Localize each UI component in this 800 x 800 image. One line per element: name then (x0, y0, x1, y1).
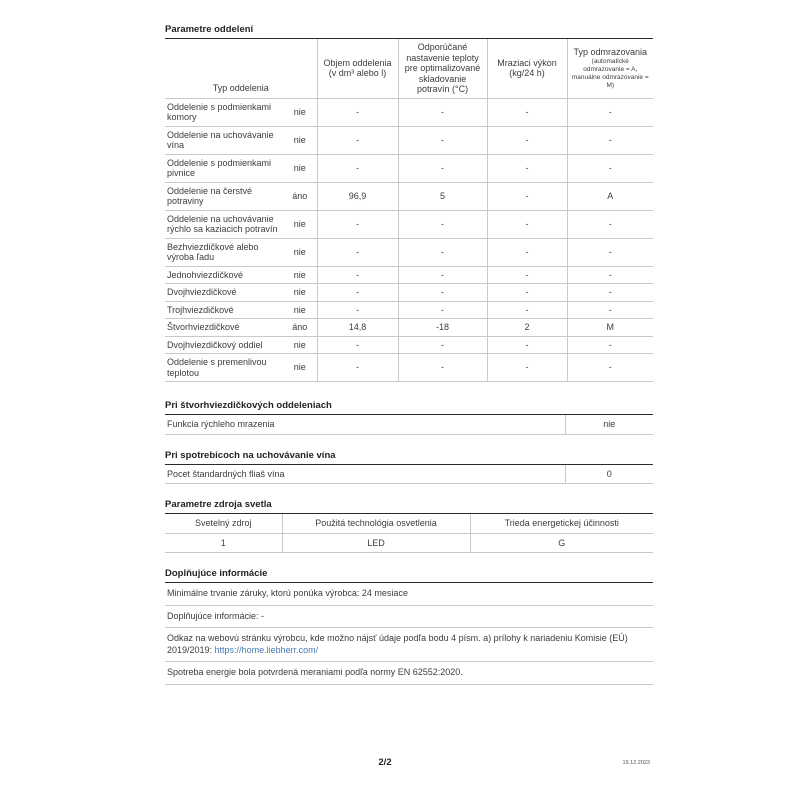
row-label: Oddelenie s podmienkami pivnice (165, 154, 283, 182)
manufacturer-website-link[interactable]: https://home.liebherr.com/ (214, 644, 319, 655)
table-row (165, 182, 653, 210)
row-temp: - (398, 266, 487, 284)
wine-bottles-value: 0 (565, 465, 653, 484)
row-present: nie (283, 354, 317, 382)
section-title-additional-info: Doplňujúce informácie (165, 568, 653, 583)
row-freeze: - (487, 182, 567, 210)
light-value-energy-class: G (470, 533, 653, 553)
row-label: Oddelenie s premenlivou teplotou (165, 354, 283, 382)
info-row-warranty: Minimálne trvanie záruky, ktorú ponúka výrobca: 24 mesiace (165, 583, 653, 606)
row-label: Trojhviezdičkové (165, 301, 283, 319)
light-header-energy-class: Trieda energetickej účinnosti (470, 514, 653, 533)
column-header-volume: Objem oddelenia (v dm³ alebo l) (317, 39, 398, 98)
light-source-header-row (165, 514, 653, 533)
defrost-header-note: (automatické odmrazovanie = A, manuálne odmrazovanie = M) (571, 58, 649, 89)
table-row (165, 210, 653, 238)
row-volume: - (317, 354, 398, 382)
defrost-header-main: Typ odmrazovania (573, 46, 648, 57)
row-temp: - (398, 336, 487, 354)
row-freeze: - (487, 266, 567, 284)
light-header-source: Svetelný zdroj (165, 514, 282, 533)
table-row (165, 238, 653, 266)
table-row (165, 154, 653, 182)
light-source-value-row (165, 533, 653, 553)
row-volume: - (317, 238, 398, 266)
row-present: nie (283, 336, 317, 354)
section-wine-storage (165, 450, 653, 485)
four-star-value: nie (565, 415, 653, 434)
row-defrost: - (567, 266, 653, 284)
light-value-technology: LED (282, 533, 470, 553)
row-present: nie (283, 154, 317, 182)
row-defrost: - (567, 98, 653, 126)
light-header-technology: Použitá technológia osvetlenia (282, 514, 470, 533)
row-volume: - (317, 126, 398, 154)
row-freeze: - (487, 154, 567, 182)
row-freeze: - (487, 98, 567, 126)
column-header-freezing: Mraziaci výkon (kg/24 h) (487, 39, 567, 98)
table-row (165, 284, 653, 302)
info-row-energy-norm: Spotreba energie bola potvrdená meraniami podľa normy EN 62552:2020. (165, 662, 653, 685)
column-header-temperature: Odporúčané nastavenie teploty pre optimalizované skladovanie potravín (°C) (398, 39, 487, 98)
row-present: nie (283, 284, 317, 302)
wine-bottles-label: Pocet štandardných fliaš vína (165, 465, 565, 484)
compartments-table (165, 39, 653, 382)
footer-date: 19.12.2023 (622, 760, 650, 766)
row-temp: - (398, 154, 487, 182)
four-star-label: Funkcia rýchleho mrazenia (165, 415, 565, 434)
row-freeze: - (487, 238, 567, 266)
row-present: nie (283, 210, 317, 238)
section-title-four-star: Pri štvorhviezdičkových oddeleniach (165, 400, 653, 415)
row-defrost: - (567, 284, 653, 302)
row-freeze: - (487, 301, 567, 319)
row-temp: - (398, 126, 487, 154)
row-temp: - (398, 284, 487, 302)
row-volume: - (317, 336, 398, 354)
row-freeze: - (487, 210, 567, 238)
row-temp: - (398, 98, 487, 126)
row-label: Oddelenie na uchovávanie vína (165, 126, 283, 154)
row-temp: - (398, 238, 487, 266)
row-present: áno (283, 319, 317, 337)
wine-storage-table (165, 465, 653, 485)
row-defrost: - (567, 210, 653, 238)
table-row (165, 354, 653, 382)
document-content (165, 24, 653, 685)
row-label: Oddelenie na uchovávanie rýchlo sa kaziacich potravín (165, 210, 283, 238)
row-label: Oddelenie na čerstvé potraviny (165, 182, 283, 210)
light-source-table (165, 514, 653, 553)
compartments-header-row (165, 39, 653, 98)
table-row (165, 266, 653, 284)
row-present: nie (283, 301, 317, 319)
section-title-light-source: Parametre zdroja svetla (165, 499, 653, 514)
row-present: áno (283, 182, 317, 210)
section-light-source (165, 499, 653, 553)
section-compartments (165, 24, 653, 382)
table-row (165, 415, 653, 434)
row-freeze: - (487, 336, 567, 354)
website-row-text: Odkaz na webovú stránku výrobcu, kde možno nájsť údaje podľa bodu 4 písm. a) prílohy k nariadeniu Komisie (EÚ) 2019/2019: (167, 633, 628, 655)
table-row (165, 336, 653, 354)
row-defrost: - (567, 301, 653, 319)
row-volume: - (317, 98, 398, 126)
page-number: 2/2 (378, 757, 392, 768)
row-defrost: M (567, 319, 653, 337)
row-freeze: 2 (487, 319, 567, 337)
row-volume: - (317, 266, 398, 284)
row-label: Oddelenie s podmienkami komory (165, 98, 283, 126)
row-volume: 14,8 (317, 319, 398, 337)
row-temp: - (398, 210, 487, 238)
section-four-star (165, 400, 653, 435)
row-defrost: - (567, 238, 653, 266)
table-row (165, 301, 653, 319)
four-star-table (165, 415, 653, 435)
row-label: Jednohviezdičkové (165, 266, 283, 284)
row-volume: 96,9 (317, 182, 398, 210)
section-title-compartments: Parametre oddelení (165, 24, 653, 39)
info-row-website (165, 628, 653, 662)
row-defrost: - (567, 154, 653, 182)
row-temp: - (398, 354, 487, 382)
row-defrost: A (567, 182, 653, 210)
row-defrost: - (567, 126, 653, 154)
section-title-wine-storage: Pri spotrebicoch na uchovávanie vína (165, 450, 653, 465)
light-value-source: 1 (165, 533, 282, 553)
row-present: nie (283, 98, 317, 126)
row-label: Dvojhviezdičkový oddiel (165, 336, 283, 354)
column-header-defrost (567, 39, 653, 98)
row-label: Bezhviezdičkové alebo výroba ľadu (165, 238, 283, 266)
row-volume: - (317, 210, 398, 238)
row-present: nie (283, 126, 317, 154)
row-freeze: - (487, 354, 567, 382)
row-defrost: - (567, 354, 653, 382)
table-row (165, 465, 653, 484)
row-temp: -18 (398, 319, 487, 337)
table-row (165, 98, 653, 126)
row-volume: - (317, 154, 398, 182)
row-volume: - (317, 301, 398, 319)
info-row-additional: Doplňujúce informácie: - (165, 606, 653, 629)
row-freeze: - (487, 126, 567, 154)
row-temp: 5 (398, 182, 487, 210)
table-row (165, 126, 653, 154)
row-present: nie (283, 238, 317, 266)
row-freeze: - (487, 284, 567, 302)
row-volume: - (317, 284, 398, 302)
section-additional-info (165, 568, 653, 685)
row-label: Štvorhviezdičkové (165, 319, 283, 337)
row-present: nie (283, 266, 317, 284)
column-header-type: Typ oddelenia (212, 83, 269, 93)
row-label: Dvojhviezdičkové (165, 284, 283, 302)
row-temp: - (398, 301, 487, 319)
table-row (165, 319, 653, 337)
row-defrost: - (567, 336, 653, 354)
